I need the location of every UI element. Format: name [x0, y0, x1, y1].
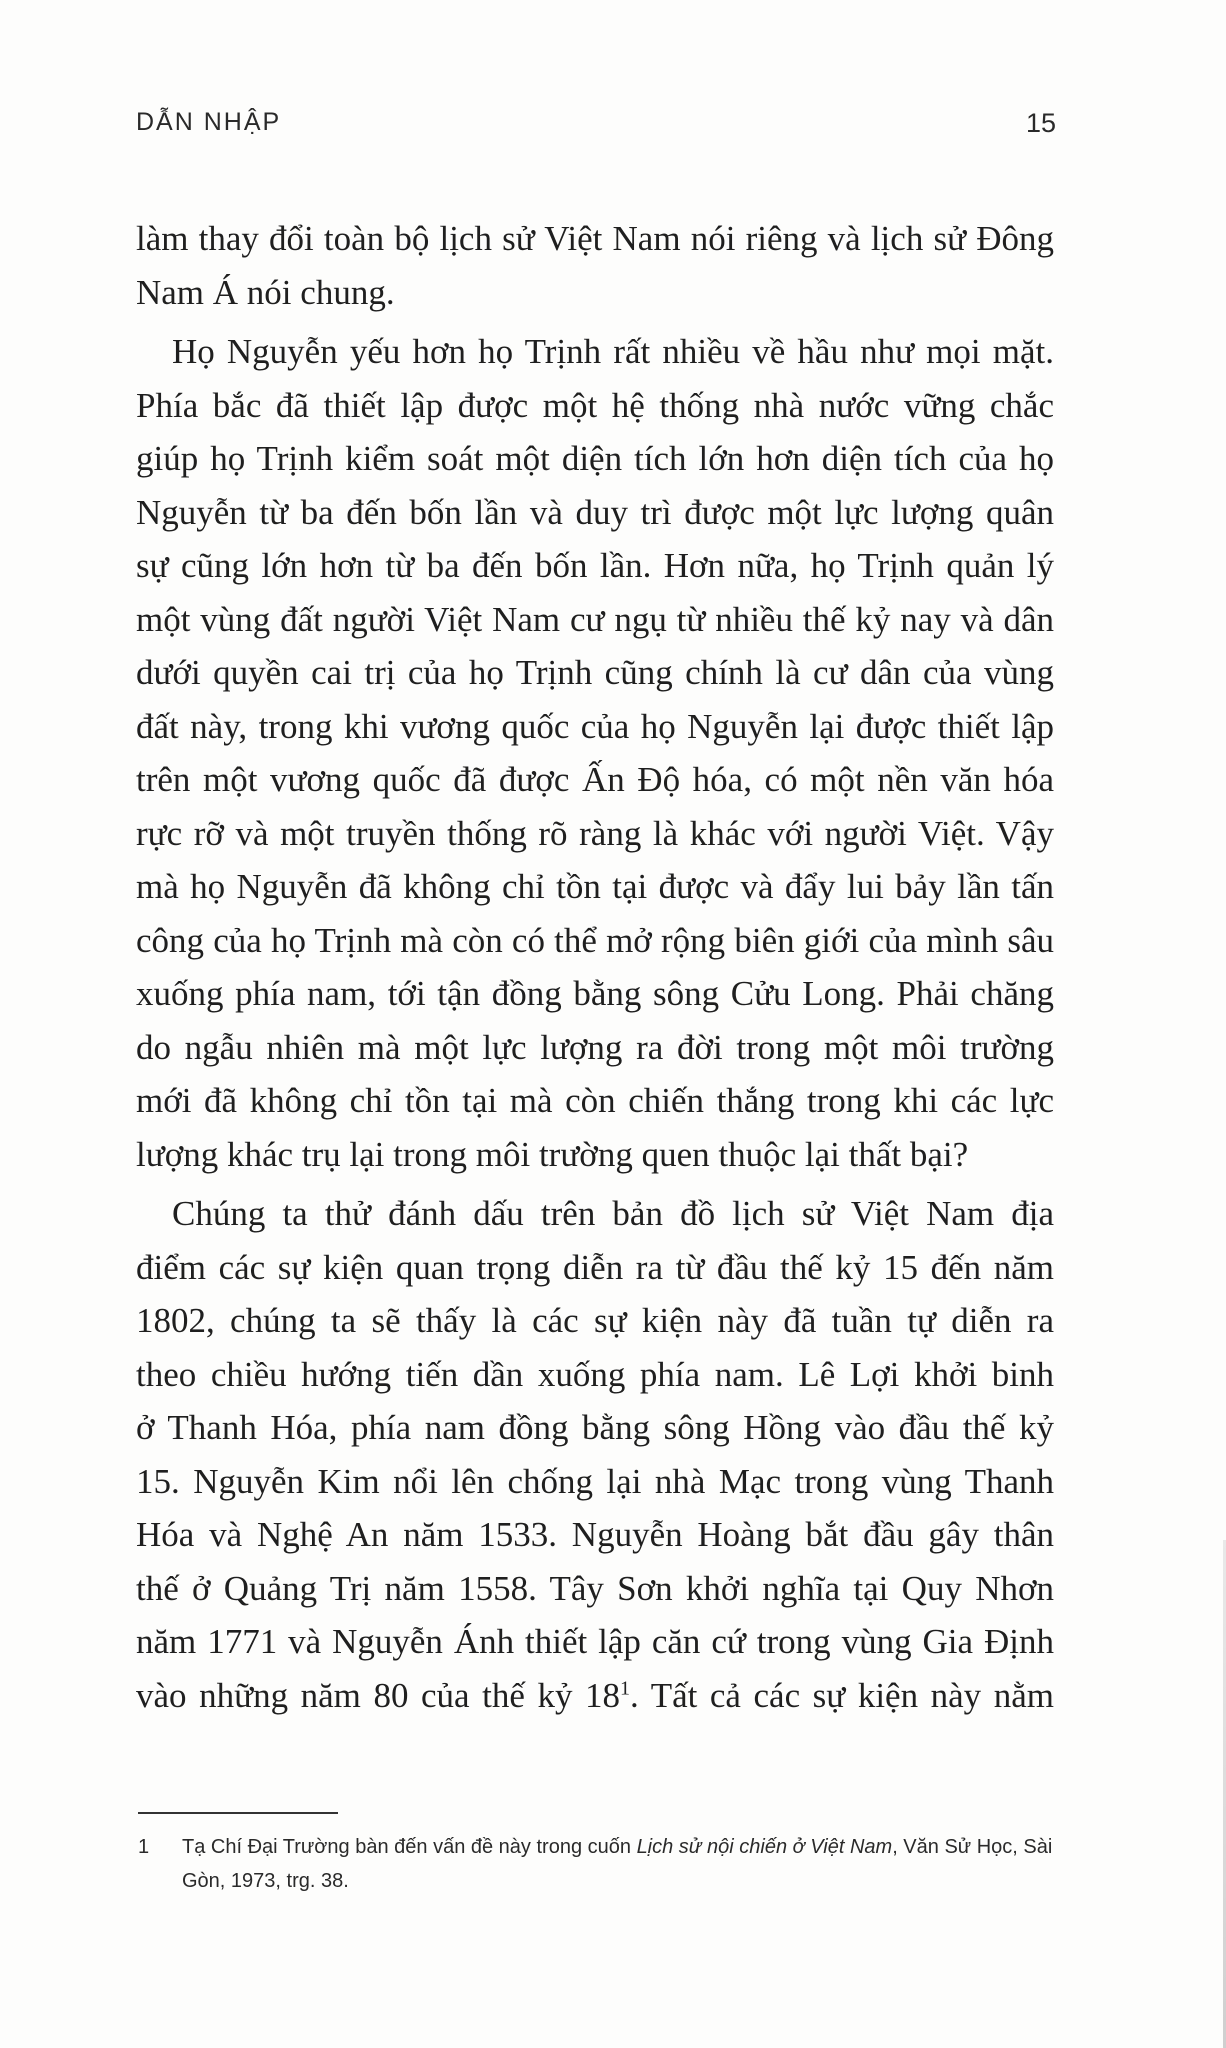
- text-line: Hóa và Nghệ An năm 1533. Nguyễn Hoàng bắt đầu gây thân: [136, 1515, 1054, 1554]
- footnote-text-after: , Văn Sử Học, Sài Gòn, 1973, trg. 38.: [182, 1836, 1053, 1892]
- text-segment: . Tất cả các sự kiện này nằm: [630, 1675, 1054, 1715]
- text-line: Nguyễn từ ba đến bốn lần và duy trì được một lực lượng quân: [136, 492, 1054, 532]
- text-line: năm 1771 và Nguyễn Ánh thiết lập căn cứ trong vùng Gia Định: [136, 1622, 1054, 1661]
- text-line-with-note: [136, 1669, 1054, 1723]
- text-line: theo chiều hướng tiến dần xuống phía nam. Lê Lợi khởi binh: [136, 1354, 1054, 1394]
- footnote-text-before: Tạ Chí Đại Trường bàn đến vấn đề này trong cuốn: [182, 1836, 637, 1858]
- footnote-text: [182, 1830, 1053, 1898]
- text-line: lượng khác trụ lại trong môi trường quen thuộc lại thất bại?: [136, 1134, 969, 1174]
- text-line: 1802, chúng ta sẽ thấy là các sự kiện này đã tuần tự diễn ra: [136, 1301, 1054, 1340]
- text-line: Nam Á nói chung.: [136, 272, 395, 312]
- page-number: 15: [1025, 108, 1056, 138]
- text-line: điểm các sự kiện quan trọng diễn ra từ đầu thế kỷ 15 đến năm: [136, 1247, 1054, 1287]
- text-line: xuống phía nam, tới tận đồng bằng sông Cửu Long. Phải chăng: [136, 974, 1054, 1013]
- footnote-book-title: Lịch sử nội chiến ở Việt Nam: [636, 1836, 893, 1858]
- body-text: [136, 212, 1054, 1722]
- footnote: [138, 1830, 1053, 1898]
- text-line: mà họ Nguyễn đã không chỉ tồn tại được và đẩy lui bảy lần tấn: [136, 867, 1054, 906]
- text-segment: vào những năm 80 của thế kỷ 18: [136, 1675, 621, 1715]
- footnote-reference[interactable]: 1: [620, 1676, 631, 1699]
- text-line: Phía bắc đã thiết lập được một hệ thống nhà nước vững chắc: [136, 385, 1054, 425]
- running-head: DẪN NHẬP: [136, 108, 282, 136]
- text-line: sự cũng lớn hơn từ ba đến bốn lần. Hơn nữa, họ Trịnh quản lý: [136, 546, 1054, 585]
- text-line: làm thay đổi toàn bộ lịch sử Việt Nam nói riêng và lịch sử Đông: [136, 219, 1054, 258]
- text-line: thế ở Quảng Trị năm 1558. Tây Sơn khởi nghĩa tại Quy Nhơn: [136, 1568, 1054, 1608]
- text-line: Chúng ta thử đánh dấu trên bản đồ lịch sử Việt Nam địa: [172, 1194, 1054, 1233]
- footnote-number: 1: [138, 1836, 150, 1858]
- text-line: một vùng đất người Việt Nam cư ngụ từ nhiều thế kỷ nay và dân: [136, 599, 1054, 639]
- text-line: rực rỡ và một truyền thống rõ ràng là khác với người Việt. Vậy: [136, 813, 1054, 853]
- text-line: công của họ Trịnh mà còn có thể mở rộng biên giới của mình sâu: [136, 920, 1054, 960]
- text-line: dưới quyền cai trị của họ Trịnh cũng chính là cư dân của vùng: [136, 653, 1054, 692]
- footnote-divider: [138, 1812, 338, 1814]
- text-line: mới đã không chỉ tồn tại mà còn chiến thắng trong khi các lực: [136, 1081, 1054, 1120]
- text-line: giúp họ Trịnh kiểm soát một diện tích lớn hơn diện tích của họ: [136, 439, 1054, 478]
- text-line: đất này, trong khi vương quốc của họ Nguyễn lại được thiết lập: [136, 706, 1054, 746]
- text-line: Họ Nguyễn yếu hơn họ Trịnh rất nhiều về hầu như mọi mặt.: [172, 332, 1054, 371]
- text-line: 15. Nguyễn Kim nổi lên chống lại nhà Mạc trong vùng Thanh: [136, 1461, 1054, 1501]
- text-line: ở Thanh Hóa, phía nam đồng bằng sông Hồng vào đầu thế kỷ: [136, 1408, 1054, 1447]
- text-line: do ngẫu nhiên mà một lực lượng ra đời trong một môi trường: [136, 1027, 1054, 1067]
- text-line: trên một vương quốc đã được Ấn Độ hóa, có một nền văn hóa: [136, 760, 1054, 799]
